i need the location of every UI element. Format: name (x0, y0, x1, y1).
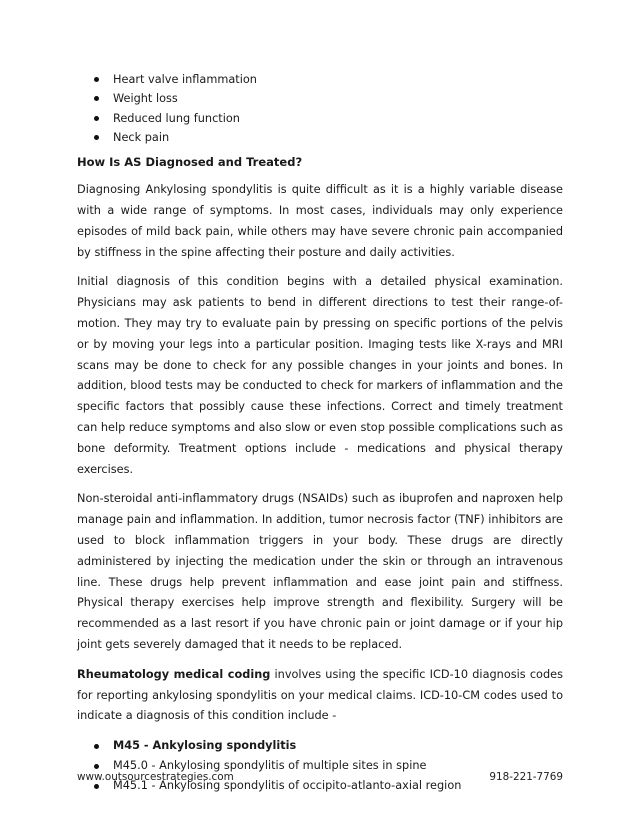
symptom-list (77, 70, 563, 147)
coding-lead-text: Rheumatology medical coding (77, 667, 271, 681)
paragraph-diagnosis-difficulty: Diagnosing Ankylosing spondylitis is quite difficult as it is a highly variable disease with a wide range of symptoms. In most cases, individuals may only experience episodes of mild back pain, while others may have severe chronic pain accompanied by stiffness in the spine affecting their posture and daily activities. (77, 183, 563, 259)
list-item-text: Reduced lung function (113, 111, 240, 125)
list-item-text: M45.1 - Ankylosing spondylitis of occipito-atlanto-axial region (113, 779, 462, 793)
list-item-text: M45 - Ankylosing spondylitis (113, 739, 297, 753)
list-item-text: M45.0 - Ankylosing spondylitis of multiple sites in spine (113, 759, 427, 773)
bullet-icon (94, 116, 99, 121)
paragraph-medical-coding (77, 665, 563, 727)
paragraph-treatment: Non-steroidal anti-inflammatory drugs (NSAIDs) such as ibuprofen and naproxen help manage pain and inflammation. In addition, tumor necrosis factor (TNF) inhibitors are used to block inflammation triggers in your body. These drugs are directly administered by injecting the medication under the skin or through an intravenous line. These drugs help prevent inflammation and ease joint pain and stiffness. Physical therapy exercises help improve strength and flexibility. Surgery will be recommended as a last resort if you have chronic pain or joint damage or if your hip joint gets severely damaged that it needs to be replaced. (77, 492, 563, 651)
list-item-text: Neck pain (113, 130, 170, 144)
list-item (77, 128, 563, 147)
footer-phone: 918-221-7769 (489, 771, 563, 783)
footer-website: www.outsourcestrategies.com (77, 771, 234, 783)
bullet-icon (94, 77, 99, 82)
bullet-icon (94, 96, 99, 101)
list-item (77, 70, 563, 89)
page-footer (77, 767, 563, 787)
coding-body-text: involves using the specific ICD-10 diagnosis codes for reporting ankylosing spondylitis on your medical claims. ICD-10-CM codes used to indicate a diagnosis of this condition include - (77, 667, 563, 723)
list-item-text: Heart valve inflammation (113, 73, 257, 86)
bullet-icon (94, 744, 99, 749)
document-body (77, 70, 563, 797)
list-item (77, 736, 563, 756)
list-item (77, 109, 563, 128)
list-item-text: Weight loss (113, 92, 178, 106)
list-item (77, 89, 563, 108)
bullet-icon (94, 135, 99, 140)
paragraph-initial-diagnosis: Initial diagnosis of this condition begins with a detailed physical examination. Physicians may ask patients to bend in different directions to test their range-of-motion. They may try to evaluate pain by pressing on specific portions of the pelvis or by moving your legs into a particular position. Imaging tests like X-rays and MRI scans may be done to check for any possible changes in your joints and bones. In addition, blood tests may be conducted to check for markers of inflammation and the specific factors that possibly cause these infections. Correct and timely treatment can help reduce symptoms and also slow or even stop possible complications such as bone deformity. Treatment options include - medications and physical therapy exercises. (77, 275, 563, 476)
section-heading: How Is AS Diagnosed and Treated? (77, 155, 303, 170)
